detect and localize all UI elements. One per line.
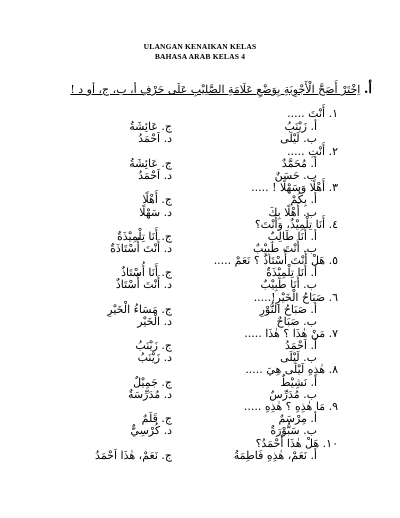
q5-option-d[interactable]: د. أَنْتَ أُسْتَاذٌ	[115, 278, 172, 291]
question-8: ٨. هٰذِهِ لَيْلَى هِيَ .....	[245, 363, 338, 376]
question-7: ٧. مَنْ هٰذَا ؟ هٰذَا .....	[244, 327, 338, 340]
q6-option-b[interactable]: ب. صَبَاحٌ	[276, 315, 317, 328]
q4-option-b[interactable]: ب. أَنْتَ طَبِيْبٌ	[253, 242, 317, 255]
q6-option-d[interactable]: د. الْخَيْر	[137, 315, 172, 328]
q2-option-a[interactable]: أ. مُحَمَّدٌ	[281, 157, 317, 170]
section-letter: أ.	[363, 82, 372, 97]
q9-option-b[interactable]: ب. سَبُّوْرَةٌ	[270, 424, 317, 437]
q3-option-c[interactable]: ج. أَهْلًا	[142, 193, 172, 206]
q1-option-a[interactable]: أ. زَيْنَبُ	[284, 120, 317, 133]
question-3: ٣. أَهْلًا وَسَهْلًا ! .....	[251, 181, 338, 194]
question-5: ٥. هَلْ أَنْتَ أُسْتَاذٌ ؟ نَعَمْ .....	[213, 254, 338, 267]
instruction-text: اِخْتَرْ أَصَحَّ الْأَجْوِبَةِ بِوَضْعِ عَلَامَةِ الصَّلِيْبِ عَلَى حَرْفِ أ، ب، ج، أو د !	[70, 83, 361, 96]
q2-option-d[interactable]: د. اَحْمَدُ	[138, 169, 172, 182]
q5-option-c[interactable]: ج. أَنَا أُسْتَاذٌ	[121, 266, 172, 279]
question-10: ١٠. هَلْ هٰذَا أَحْمَدُ؟	[255, 437, 338, 450]
instruction	[27, 84, 372, 96]
q5-option-a[interactable]: أ. أَنَا تِلْمِيْذَةٌ	[266, 266, 317, 279]
q7-option-b[interactable]: ب. لَيْلَى	[280, 351, 317, 364]
q8-option-b[interactable]: ب. مُدَرِّسٌ	[269, 388, 317, 401]
q2-option-b[interactable]: ب. حَسَنٌ	[274, 169, 317, 182]
q1-option-d[interactable]: د. اَحْمَدُ	[138, 132, 172, 145]
q10-option-a[interactable]: أ. نَعَمْ، هٰذِهِ فَاطِمَةُ	[233, 449, 317, 462]
q3-option-b[interactable]: ب. أَهْلًا بِكَ	[268, 206, 317, 219]
exam-title: ULANGAN KENAIKAN KELAS	[143, 42, 257, 51]
question-2: ٢. أَنْتِ .....	[287, 145, 338, 158]
q6-option-c[interactable]: ج. مَسَاءُ الْخَيْرِ	[107, 303, 172, 316]
q1-option-c[interactable]: ج. عَائِشَةُ	[129, 120, 172, 133]
q8-option-a[interactable]: أ. نَشِيْطٌ	[280, 376, 317, 389]
q8-option-c[interactable]: ج. جَمِيْلٌ	[133, 376, 172, 389]
question-6: ٦. صَبَاحُ الْخَيْرِ!.....	[253, 291, 338, 304]
question-4: ٤. أَنَا تِلْمِيْذٌ، وَأَنْتَ؟	[254, 218, 338, 231]
q6-option-a[interactable]: أ. صَبَاحُ النُّوْرِ	[259, 303, 317, 316]
q4-option-d[interactable]: د. أَنْتَ أُسْتَاذَةٌ	[110, 242, 172, 255]
q9-option-a[interactable]: أ. مِرْسَمٌ	[278, 412, 317, 425]
q5-option-b[interactable]: ب. أَنَا طَبِيْبٌ	[260, 278, 317, 291]
q4-option-a[interactable]: أ. أَنَا طَالِبٌ	[267, 230, 317, 243]
q4-option-c[interactable]: ج. أَنَا تِلْمِيْذَةٌ	[117, 230, 172, 243]
q10-option-c[interactable]: ج. نَعَمْ، هٰذَا اَحْمَدُ	[95, 449, 172, 462]
q7-option-d[interactable]: د. زَيْنَبُ	[137, 351, 172, 364]
q9-option-d[interactable]: د. كُرْسِيٌّ	[130, 424, 172, 437]
question-1: ١. أَنْتَ .....	[287, 107, 338, 120]
q8-option-d[interactable]: د. مُدَرِّسَةٌ	[128, 388, 172, 401]
exam-subtitle: BAHASA ARAB KELAS 4	[154, 52, 246, 61]
q1-option-b[interactable]: ب. لَيْلَى	[280, 132, 317, 145]
question-9: ٩. مَا هٰذِهِ ؟ هٰذِهِ .....	[243, 400, 338, 413]
q3-option-d[interactable]: د. سَهْلًا	[139, 206, 172, 219]
q7-option-c[interactable]: ج. زَيْنَبُ	[135, 339, 172, 352]
q2-option-c[interactable]: ج. عَائِشَةُ	[129, 157, 172, 170]
q9-option-c[interactable]: ج. قَلَمٌ	[141, 412, 172, 425]
q7-option-a[interactable]: أ. اَحْمَدُ	[284, 339, 317, 352]
q3-option-a[interactable]: أ. بِكُمْ	[290, 193, 317, 206]
